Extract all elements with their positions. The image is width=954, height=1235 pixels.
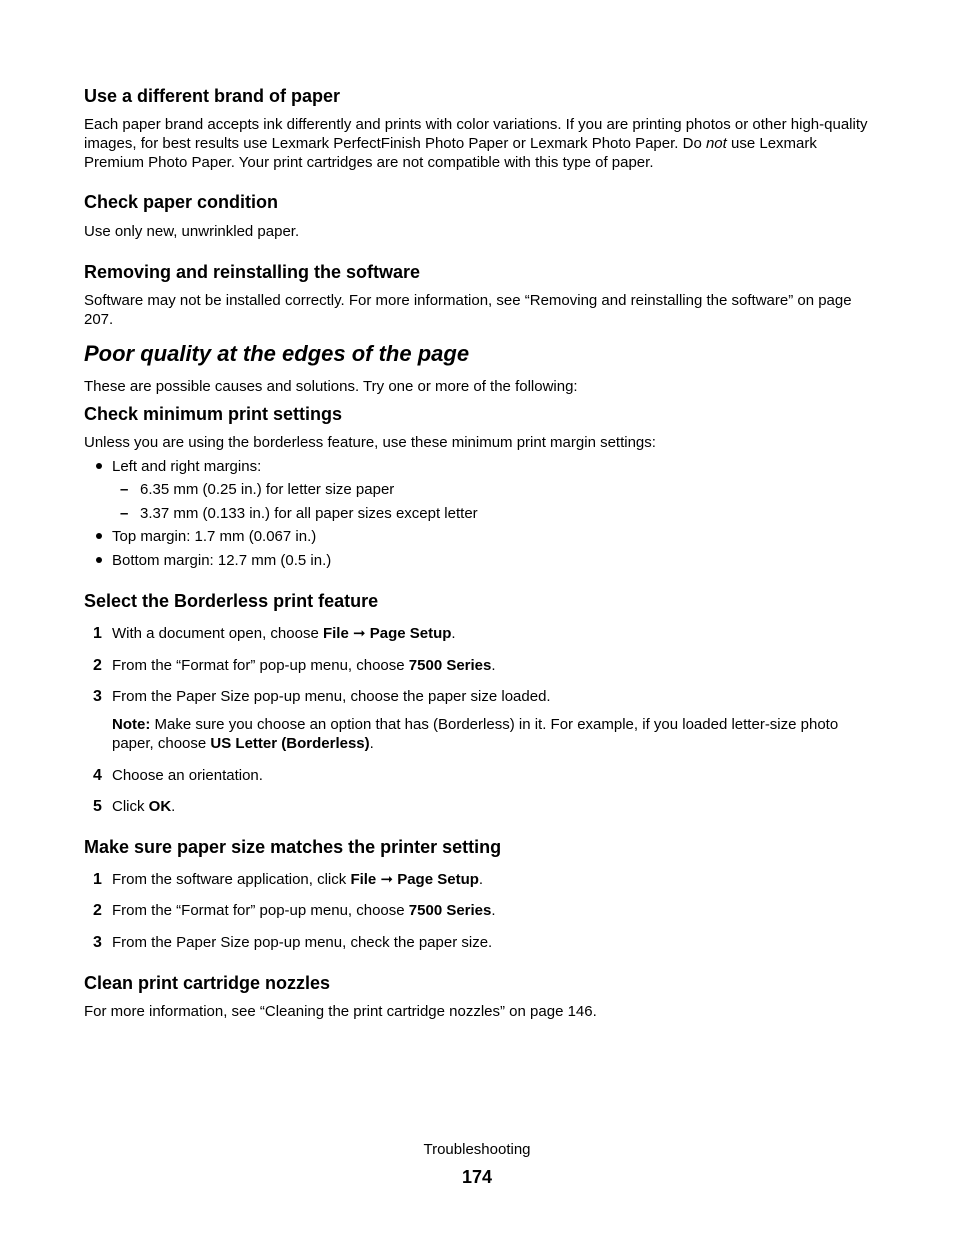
menu-file: File [350, 871, 377, 888]
option-7500-series: 7500 Series [408, 902, 492, 919]
heading-different-brand: Use a different brand of paper [84, 86, 341, 106]
emphasis: not [705, 135, 727, 152]
bullet-text: Bottom margin: 12.7 mm (0.5 in.) [112, 552, 332, 569]
text: Each paper brand accepts ink differently and prints with color variations. If you are printing photos or other high-quality images, for best results use Lexmark PerfectFinish Photo Paper or Lexmark Photo Paper. Do [84, 116, 868, 152]
menu-file: File [322, 625, 349, 642]
step-number: 2 [93, 902, 102, 919]
section-title: Poor quality at the edges of the page [84, 341, 470, 366]
step-number: 3 [93, 688, 102, 705]
step-number: 2 [93, 657, 102, 674]
numbered-step [84, 933, 874, 952]
paragraph-paper-condition: Use only new, unwrinkled paper. [84, 223, 300, 240]
numbered-step [84, 656, 874, 675]
step-text [112, 656, 872, 675]
sub-bullet-text: 3.37 mm (0.133 in.) for all paper sizes except letter [140, 505, 478, 522]
step-number: 5 [93, 798, 102, 815]
step-text [112, 624, 872, 643]
numbered-step [84, 687, 874, 706]
footer-chapter: Troubleshooting [423, 1141, 531, 1158]
option-us-letter-borderless: US Letter (Borderless) [210, 735, 370, 752]
text: From the “Format for” pop-up menu, choose [112, 657, 409, 674]
step-text: Choose an orientation. [112, 767, 263, 784]
text: Click [112, 798, 149, 815]
paragraph-different-brand [84, 115, 874, 172]
page-number: 174 [461, 1167, 493, 1187]
heading-paper-size-match: Make sure paper size matches the printer setting [84, 837, 502, 857]
section-intro: These are possible causes and solutions. Try one or more of the following: [84, 378, 578, 395]
text: With a document open, choose [112, 625, 323, 642]
text: . [451, 625, 456, 642]
text: . [491, 902, 496, 919]
numbered-step [84, 797, 874, 816]
step-number: 4 [93, 767, 102, 784]
arrow-icon: ➞ [352, 625, 366, 642]
bullet-icon [96, 533, 102, 539]
text: From the software application, click [112, 871, 351, 888]
step-text [112, 870, 872, 889]
bullet-text: Top margin: 1.7 mm (0.067 in.) [112, 528, 317, 545]
note-label: Note: [112, 716, 151, 733]
note [112, 715, 874, 753]
bullet-text: Left and right margins: [112, 458, 262, 475]
dash-icon: – [120, 481, 129, 498]
option-7500-series: 7500 Series [408, 657, 492, 674]
paragraph-clean-nozzles: For more information, see “Cleaning the print cartridge nozzles” on page 146. [84, 1003, 597, 1020]
heading-min-print-settings: Check minimum print settings [84, 404, 343, 424]
heading-paper-condition: Check paper condition [84, 192, 279, 212]
heading-reinstall-software: Removing and reinstalling the software [84, 262, 421, 282]
step-text: From the Paper Size pop-up menu, choose the paper size loaded. [112, 688, 551, 705]
arrow-icon: ➞ [380, 871, 394, 888]
heading-clean-nozzles: Clean print cartridge nozzles [84, 973, 331, 993]
paragraph-min-print-settings: Unless you are using the borderless feature, use these minimum print margin settings: [84, 434, 656, 451]
numbered-step [84, 870, 874, 889]
numbered-step [84, 901, 874, 920]
step-text [112, 901, 872, 920]
menu-page-setup: Page Setup [369, 625, 452, 642]
heading-borderless: Select the Borderless print feature [84, 591, 379, 611]
bullet-icon [96, 557, 102, 563]
paragraph-reinstall-software: Software may not be installed correctly. For more information, see “Removing and reinstalling the software” on page 207. [84, 292, 852, 328]
step-number: 3 [93, 934, 102, 951]
step-number: 1 [93, 871, 102, 888]
text: . [369, 735, 374, 752]
numbered-step [84, 766, 874, 785]
step-text [112, 797, 872, 816]
sub-bullet-text: 6.35 mm (0.25 in.) for letter size paper [140, 481, 395, 498]
dash-icon: – [120, 505, 129, 522]
numbered-step [84, 624, 874, 643]
step-number: 1 [93, 625, 102, 642]
text: From the “Format for” pop-up menu, choose [112, 902, 409, 919]
text: . [171, 798, 176, 815]
menu-page-setup: Page Setup [397, 871, 479, 888]
text: . [491, 657, 496, 674]
step-text: From the Paper Size pop-up menu, check the paper size. [112, 934, 493, 951]
bullet-icon [96, 463, 102, 469]
text: . [478, 871, 484, 888]
text: use Lexmark Premium Photo Paper. Your print cartridges are not compatible with this type of paper. [84, 135, 817, 171]
text: Make sure you choose an option that has (Borderless) in it. For example, if you loaded letter-size photo paper, choose [112, 716, 839, 752]
ok-label: OK [148, 798, 172, 815]
